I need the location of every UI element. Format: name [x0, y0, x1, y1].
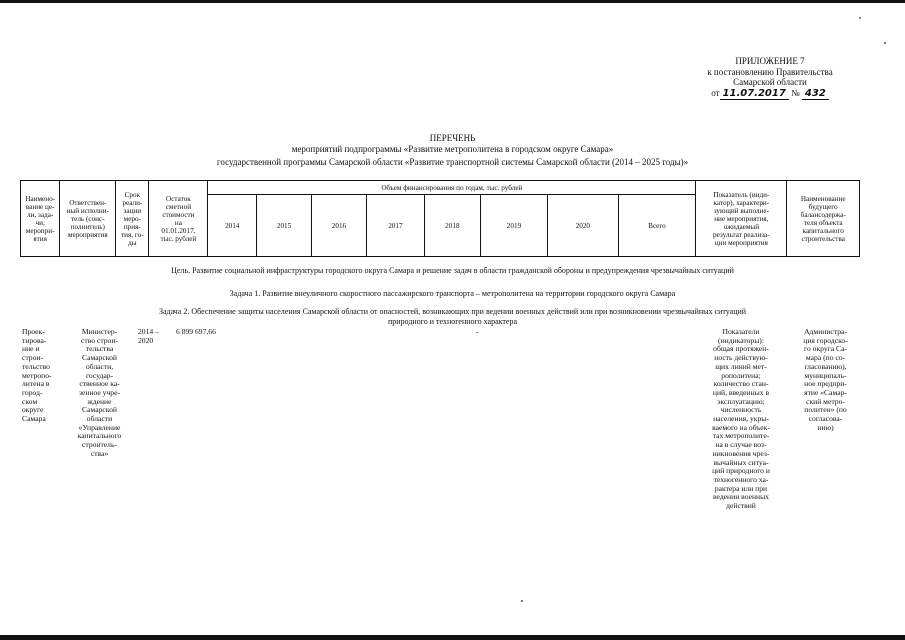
header-year: 2017 [366, 195, 424, 257]
scan-top-edge [0, 0, 905, 3]
header-indicator: Показатель (инди- катор), характери- зующий выполне- ние мероприятия, ожидаемый результат реализа- ции мероприятия [696, 181, 787, 257]
appendix-header [660, 56, 880, 99]
header-object-holder: Наименование будущего балансодержа- теля объекта капитального строительства [787, 181, 860, 257]
row-object-holder-cell: Администра- ция городско- го округа Са- мара (по со- гласованию), муниципаль- ное предпри- ятие «Самар- ский метро- политен» (по согласова- нию) [803, 327, 848, 432]
task-2-line: Задача 2. Обеспечение защиты населения Самарской области от опасностей, возникающих при ведении военных действий или при возникновении чрезвычайных ситуаций [158, 307, 747, 316]
appendix-date-line [711, 88, 829, 100]
document-program-line: государственной программы Самарской области «Развитие транспортной системы Самарской области (2014 – 2025 годы)» [216, 157, 689, 167]
row-executor-cell: Министер- ство строи- тельства Самарской области, государ- ственное ка- зенное учре- ждение Самарской области «Управление капитального строитель- ства» [77, 327, 122, 458]
handwritten-number: 432 [802, 88, 829, 100]
handwritten-date: 11.07.2017 [720, 88, 789, 100]
row-indicator-cell: Показатели (индикаторы): общая протяжен- ность действую- щих линий мет- рополитена; количество стан- ций, введенных в эксплуатацию; численность населения, укры- ваемого на объек- тах метрополите- на в случае воз- никновения чрез- вычайных ситуа- ций природного и техногенного ха- рактера или при ведении военных действий [712, 327, 770, 511]
appendix-region-line: Самарской области [733, 77, 807, 87]
scan-speck [859, 17, 861, 19]
number-label: № [791, 87, 800, 98]
header-year: 2014 [208, 195, 257, 257]
row-term-cell: 2014 – 2020 [138, 327, 159, 345]
header-name: Наимено- вание це- ли, зада- чи, меропри- ятия [21, 181, 60, 257]
task-1-line: Задача 1. Развитие внеуличного скоростного пассажирского транспорта – метрополитена на территории городского округа Самара [229, 289, 676, 298]
header-term: Срок реали- зации меро- прия- тия, го- ды [116, 181, 149, 257]
document-subtitle: мероприятий подпрограммы «Развитие метрополитена в городском округе Самара» [291, 144, 614, 154]
header-executor: Ответствен- ный исполни- тель (соис- полнитель) мероприятия [60, 181, 116, 257]
task-2-line-continued: природного и техногенного характера [387, 317, 517, 326]
row-name-cell: Проек- тирова- ние и строи- тельство метропо- литена в город- ском округе Самара [22, 327, 52, 424]
header-table [20, 180, 860, 257]
header-year: 2018 [424, 195, 480, 257]
appendix-title: ПРИЛОЖЕНИЕ 7 [735, 56, 805, 66]
document-title: ПЕРЕЧЕНЬ [429, 133, 476, 143]
date-prefix: от [711, 87, 720, 98]
header-balance: Остаток сметной стоимости на 01.01.2017, тыс. рублей [149, 181, 208, 257]
row-funding-dash: - [476, 327, 479, 336]
header-year: 2019 [480, 195, 547, 257]
goal-line: Цель. Развитие социальной инфраструктуры городского округа Самара и решение задач в области гражданской обороны и предупреждения чрезвычайных ситуаций [171, 266, 734, 275]
header-year: 2016 [312, 195, 367, 257]
scan-bottom-edge [0, 635, 905, 640]
appendix-decree-line: к постановлению Правительства [707, 66, 833, 77]
scan-speck [521, 600, 523, 602]
header-total: Всего [618, 195, 696, 257]
row-balance-cell: 6 899 697,66 [176, 327, 216, 336]
header-year: 2020 [548, 195, 618, 257]
header-year: 2015 [257, 195, 312, 257]
scan-speck [884, 42, 886, 44]
header-funding: Объем финансирования по годам, тыс. рублей [208, 181, 696, 195]
